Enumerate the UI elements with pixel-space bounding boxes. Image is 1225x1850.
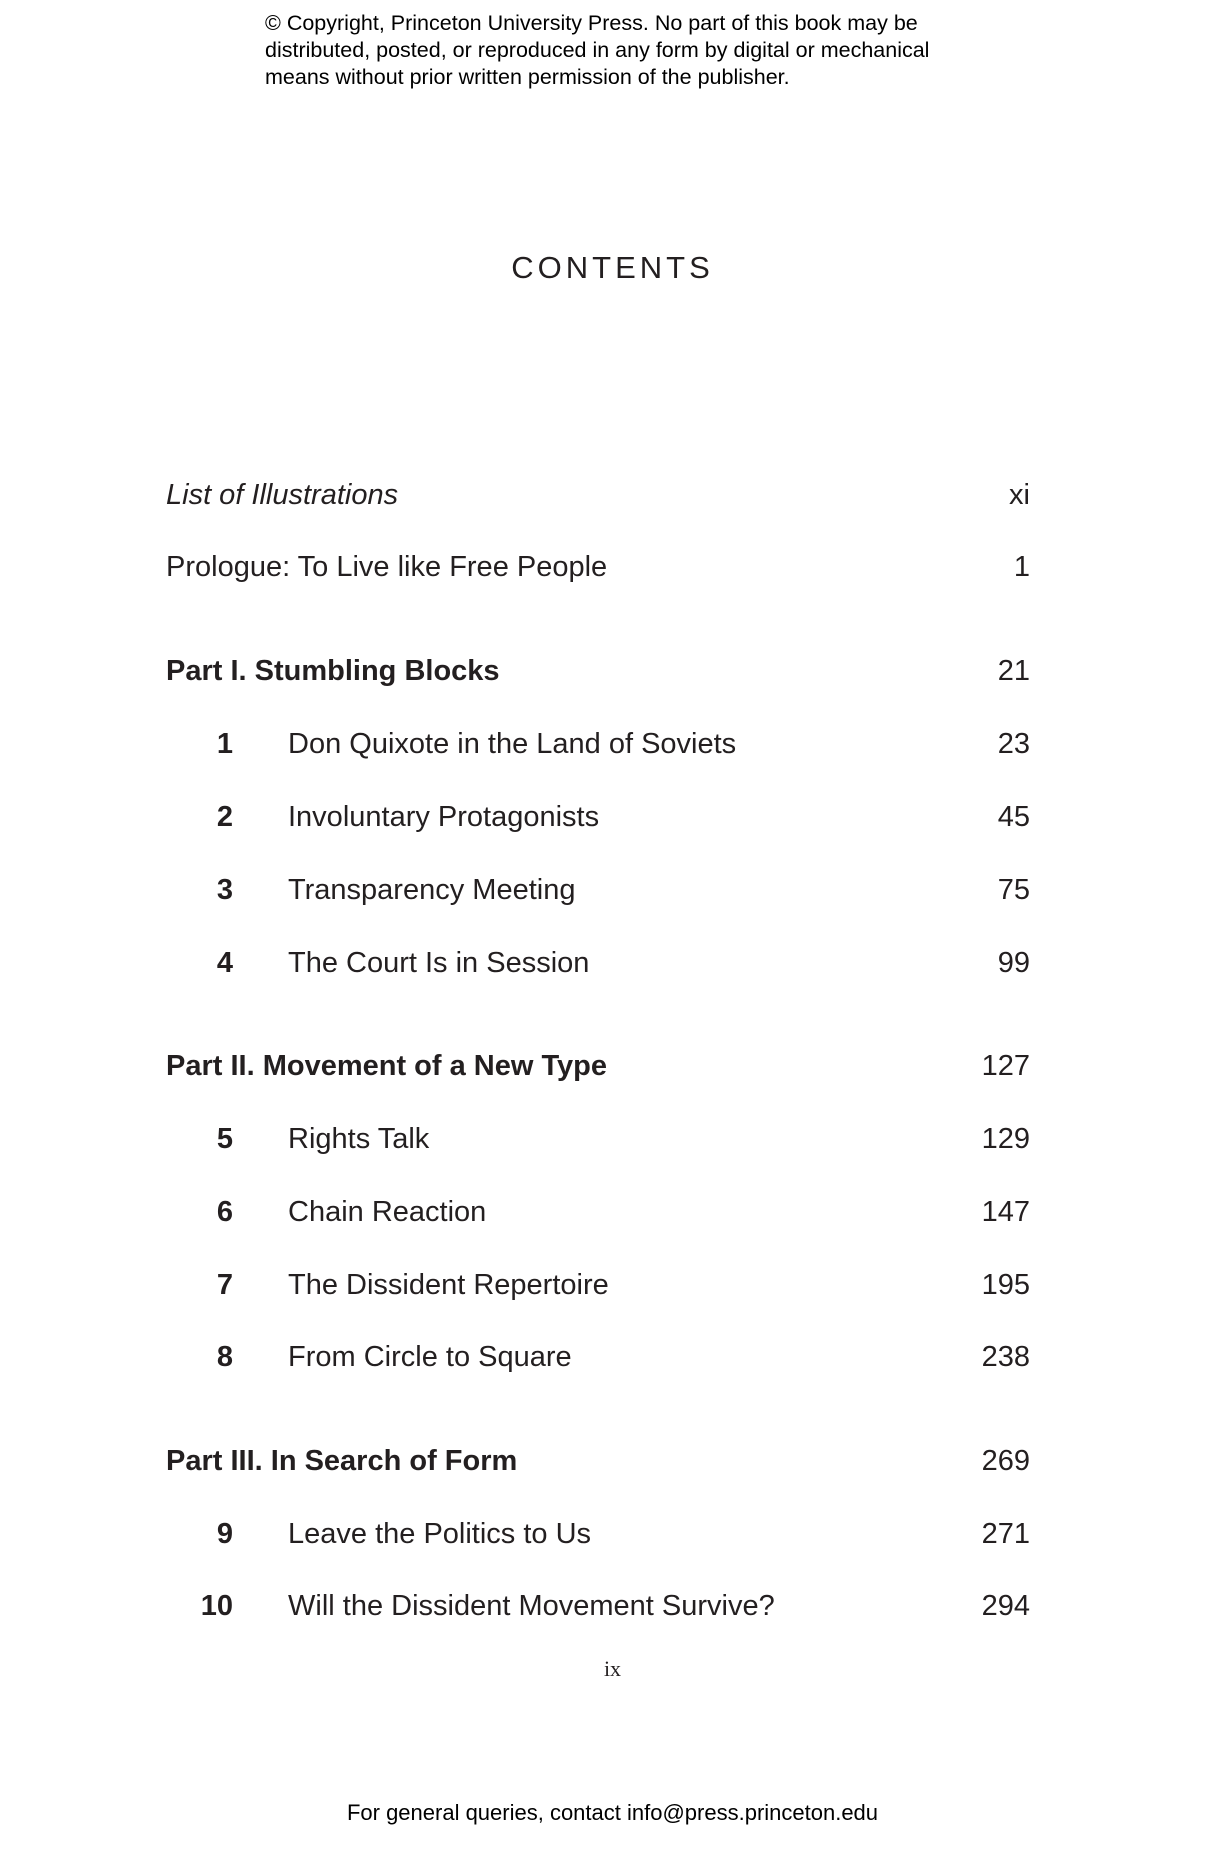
chapter-number: 9 (216, 1518, 233, 1550)
chapter-page: 75 (997, 874, 1030, 906)
chapter-page: 99 (997, 947, 1030, 979)
copyright-line: means without prior written permission of the publisher. (265, 65, 790, 89)
toc-chapter-10[interactable] (166, 1584, 1030, 1628)
chapter-page: 129 (981, 1123, 1030, 1155)
toc-part-title: Part III. In Search of Form (166, 1445, 518, 1477)
toc-part-3[interactable] (166, 1439, 1030, 1483)
chapter-number: 8 (216, 1341, 233, 1373)
toc-entry-prologue[interactable] (166, 545, 1030, 589)
chapter-number: 4 (216, 947, 233, 979)
toc-chapter-8[interactable] (166, 1335, 1030, 1379)
toc-entry-title: List of Illustrations (166, 479, 399, 511)
toc-part-title: Part II. Movement of a New Type (166, 1050, 608, 1082)
chapter-page: 147 (981, 1196, 1030, 1228)
page-number: ix (603, 1656, 622, 1681)
chapter-page: 23 (997, 728, 1030, 760)
chapter-number: 2 (216, 801, 233, 833)
chapter-number: 7 (216, 1269, 233, 1301)
chapter-number: 3 (216, 874, 233, 906)
toc-chapter-6[interactable] (166, 1190, 1030, 1234)
chapter-page: 45 (997, 801, 1030, 833)
toc-part-1[interactable] (166, 649, 1030, 693)
chapter-page: 271 (981, 1518, 1030, 1550)
chapter-title: The Court Is in Session (288, 947, 590, 979)
toc-chapter-1[interactable] (166, 722, 1030, 766)
chapter-number: 6 (216, 1196, 233, 1228)
chapter-page: 238 (981, 1341, 1030, 1373)
toc-entry-title: Prologue: To Live like Free People (166, 551, 608, 583)
chapter-title: Will the Dissident Movement Survive? (288, 1590, 775, 1622)
chapter-number: 10 (200, 1590, 233, 1622)
chapter-page: 195 (981, 1269, 1030, 1301)
page-title: CONTENTS (511, 250, 714, 285)
copyright-line: distributed, posted, or reproduced in any form by digital or mechanical (265, 38, 930, 62)
copyright-line: © Copyright, Princeton University Press. No part of this book may be (265, 11, 918, 35)
chapter-title: Involuntary Protagonists (288, 801, 600, 833)
toc-part-page: 269 (981, 1445, 1030, 1477)
chapter-title: Chain Reaction (288, 1196, 487, 1228)
toc-entry-list-of-illustrations[interactable] (166, 473, 1030, 517)
toc-part-page: 127 (981, 1050, 1030, 1082)
chapter-title: Transparency Meeting (288, 874, 576, 906)
toc-chapter-3[interactable] (166, 868, 1030, 912)
footer-contact: For general queries, contact info@press.princeton.edu (346, 1800, 879, 1825)
toc-chapter-5[interactable] (166, 1117, 1030, 1161)
toc-chapter-9[interactable] (166, 1512, 1030, 1556)
chapter-title: From Circle to Square (288, 1341, 572, 1373)
toc-entry-page: 1 (1013, 551, 1030, 583)
copyright-notice (265, 10, 985, 91)
chapter-number: 1 (216, 728, 233, 760)
chapter-title: The Dissident Repertoire (288, 1269, 609, 1301)
toc-chapter-4[interactable] (166, 941, 1030, 985)
chapter-page: 294 (981, 1590, 1030, 1622)
toc-chapter-2[interactable] (166, 795, 1030, 839)
chapter-title: Don Quixote in the Land of Soviets (288, 728, 737, 760)
toc-part-page: 21 (997, 655, 1030, 687)
chapter-title: Rights Talk (288, 1123, 430, 1155)
toc-chapter-7[interactable] (166, 1263, 1030, 1307)
chapter-number: 5 (216, 1123, 233, 1155)
toc-entry-page: xi (1009, 479, 1030, 511)
toc-part-2[interactable] (166, 1044, 1030, 1088)
chapter-title: Leave the Politics to Us (288, 1518, 592, 1550)
toc-part-title: Part I. Stumbling Blocks (166, 655, 500, 687)
